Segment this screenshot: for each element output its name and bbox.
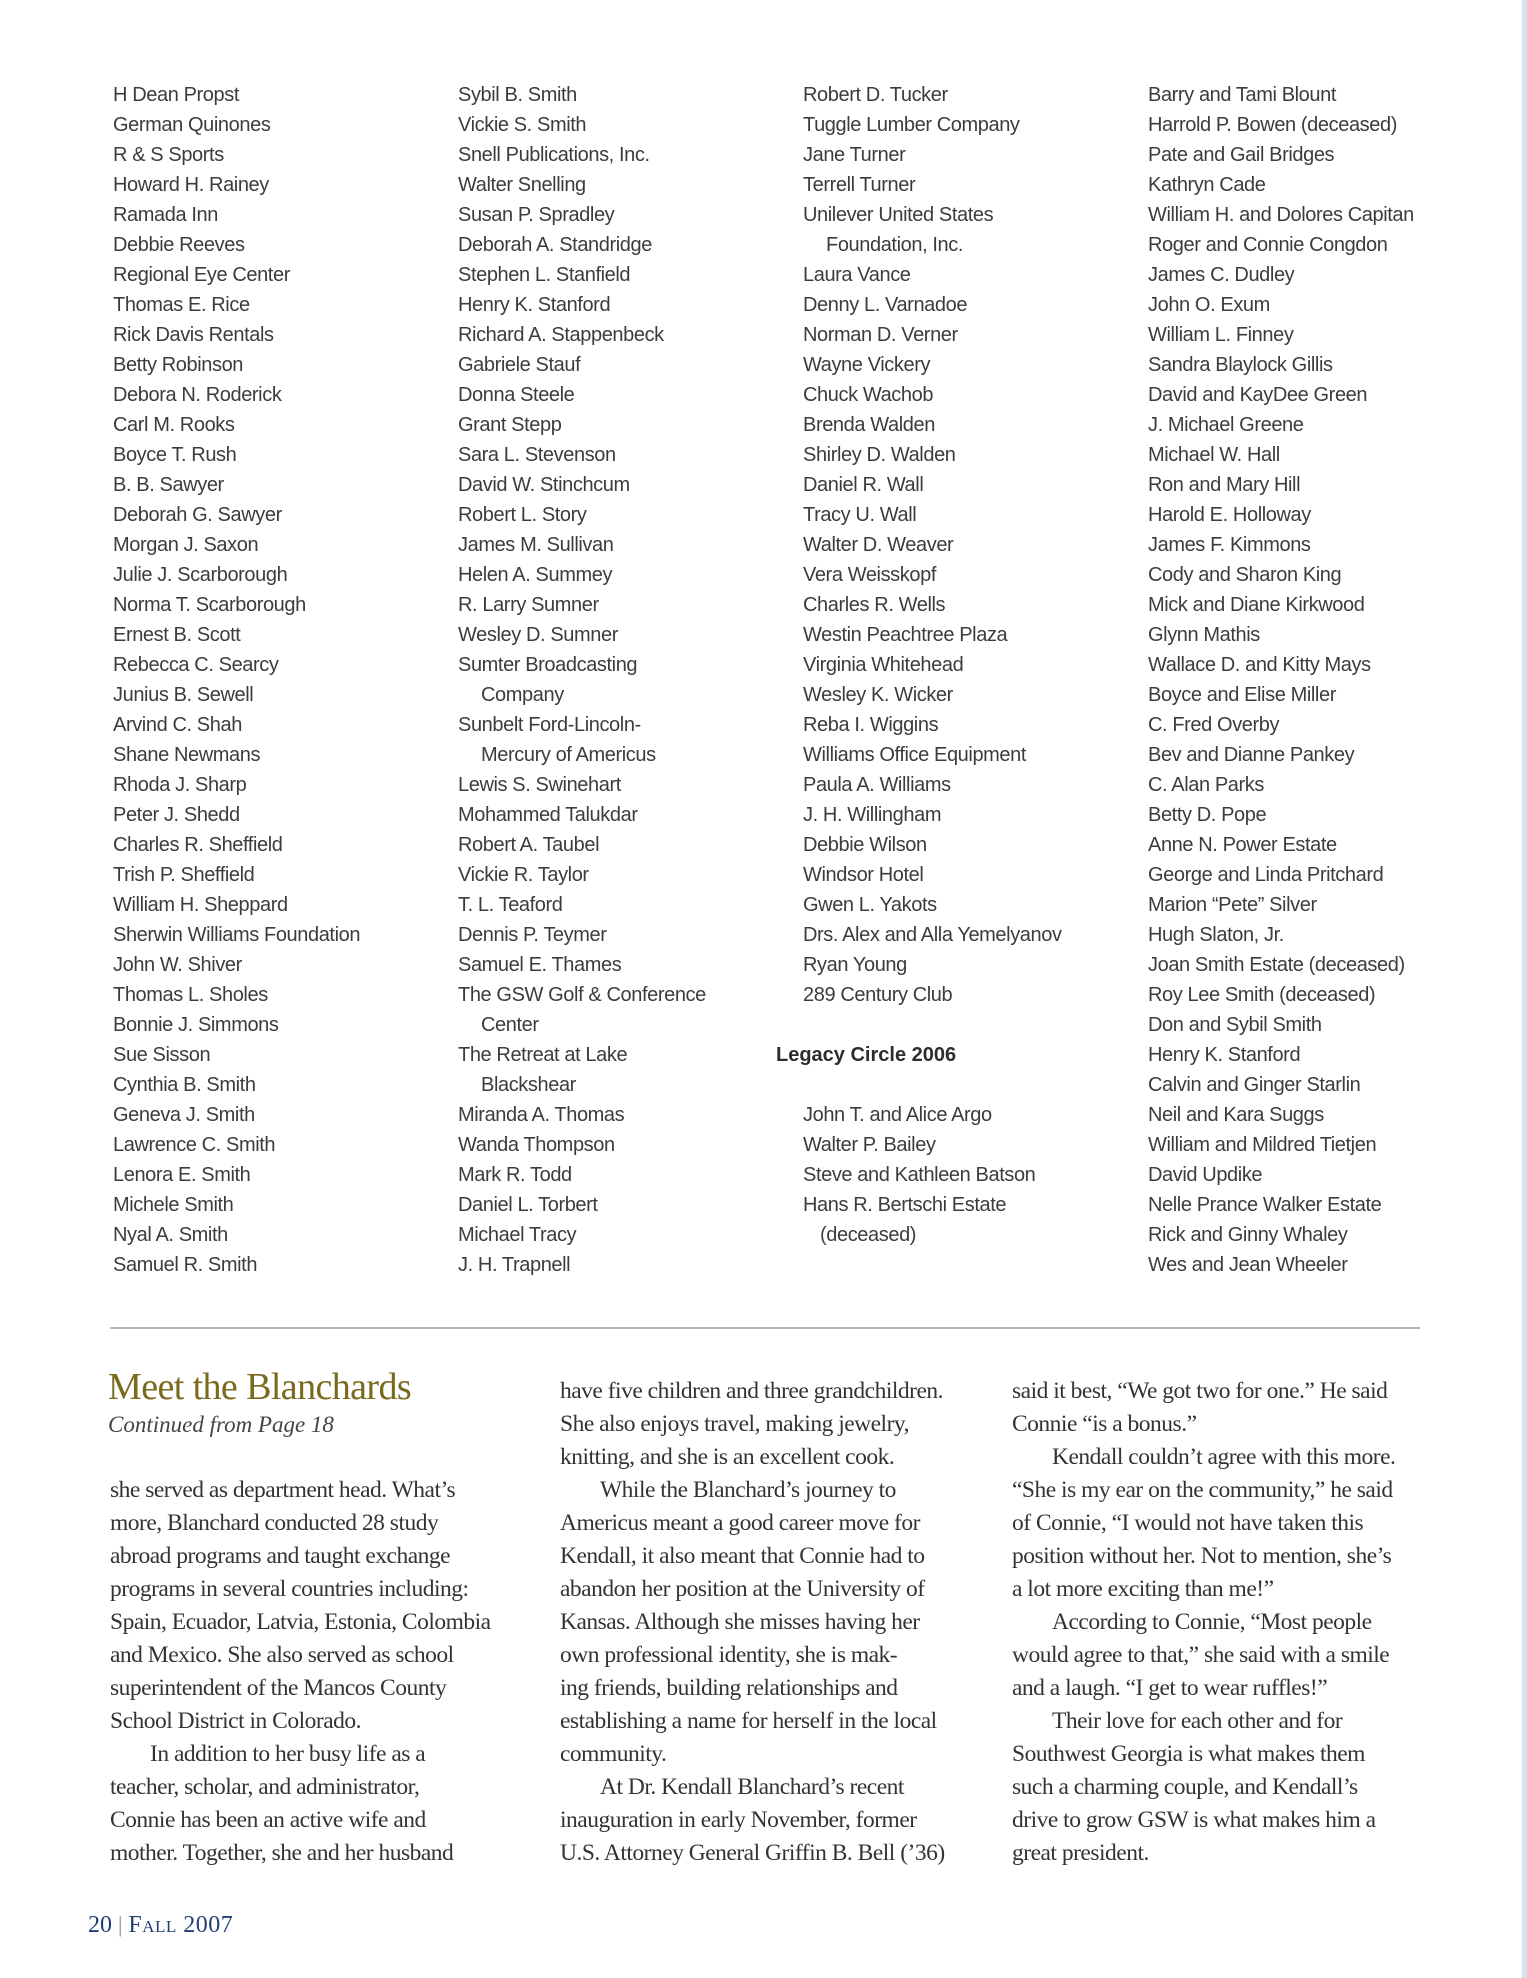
donor-name: J. H. Trapnell [458, 1254, 571, 1276]
donor-name: Anne N. Power Estate [1148, 834, 1337, 856]
article-line: a lot more exciting than me!” [1012, 1576, 1274, 1602]
donor-name: H Dean Propst [113, 84, 239, 106]
donor-name: The GSW Golf & Conference [458, 984, 706, 1006]
legacy-donor-name: Steve and Kathleen Batson [803, 1164, 1036, 1186]
donor-name: Daniel L. Torbert [458, 1194, 598, 1216]
donor-name: Blackshear [481, 1074, 576, 1096]
legacy-donor-name: (deceased) [820, 1224, 917, 1246]
donor-name: Norman D. Verner [803, 324, 958, 346]
donor-name: 289 Century Club [803, 984, 953, 1006]
donor-name: Brenda Walden [803, 414, 935, 436]
donor-name: Rebecca C. Searcy [113, 654, 279, 676]
donor-name: Jane Turner [803, 144, 906, 166]
donor-name: Shirley D. Walden [803, 444, 956, 466]
legacy-donor-name: Walter P. Bailey [803, 1134, 936, 1156]
donor-name: Ramada Inn [113, 204, 218, 226]
donor-name: Terrell Turner [803, 174, 916, 196]
donor-name: Bev and Dianne Pankey [1148, 744, 1355, 766]
article-line: establishing a name for herself in the local [560, 1708, 937, 1734]
article-line: abroad programs and taught exchange [110, 1543, 451, 1569]
article-line: Connie has been an active wife and [110, 1807, 426, 1833]
donor-name: Ernest B. Scott [113, 624, 241, 646]
donor-name: Donna Steele [458, 384, 575, 406]
article-line: Kendall, it also meant that Connie had to [560, 1543, 925, 1569]
section-divider [110, 1327, 1420, 1329]
donor-name: Susan P. Spradley [458, 204, 615, 226]
article-line: mother. Together, she and her husband [110, 1840, 454, 1866]
donor-name: Cody and Sharon King [1148, 564, 1342, 586]
donor-name: Deborah A. Standridge [458, 234, 652, 256]
donor-name: Cynthia B. Smith [113, 1074, 256, 1096]
donor-name: Samuel R. Smith [113, 1254, 258, 1276]
footer-separator: | [118, 1912, 123, 1937]
donor-name: Betty Robinson [113, 354, 244, 376]
article-line: In addition to her busy life as a [150, 1741, 426, 1767]
donor-name: R. Larry Sumner [458, 594, 599, 616]
article-line: position without her. Not to mention, she’s [1012, 1543, 1392, 1569]
donor-name: Sybil B. Smith [458, 84, 577, 106]
donor-name: Shane Newmans [113, 744, 261, 766]
donor-name: Thomas E. Rice [113, 294, 250, 316]
donor-name: Betty D. Pope [1148, 804, 1267, 826]
article-line: She also enjoys travel, making jewelry, [560, 1411, 910, 1437]
legacy-donor-name: John T. and Alice Argo [803, 1104, 992, 1126]
donor-name: Lenora E. Smith [113, 1164, 251, 1186]
donor-name: Arvind C. Shah [113, 714, 242, 736]
donor-name: Junius B. Sewell [113, 684, 254, 706]
donor-name: Deborah G. Sawyer [113, 504, 282, 526]
donor-name: William L. Finney [1148, 324, 1294, 346]
donor-name: Henry K. Stanford [458, 294, 611, 316]
donor-name: Chuck Wachob [803, 384, 934, 406]
donor-name: Mercury of Americus [481, 744, 656, 766]
article-column-1 [110, 1474, 540, 1870]
donor-name: Bonnie J. Simmons [113, 1014, 279, 1036]
donor-name: The Retreat at Lake [458, 1044, 628, 1066]
donor-name: Snell Publications, Inc. [458, 144, 650, 166]
donor-name: Henry K. Stanford [1148, 1044, 1301, 1066]
donor-name: Walter Snelling [458, 174, 586, 196]
donor-name: Charles R. Wells [803, 594, 946, 616]
donor-name: Wes and Jean Wheeler [1148, 1254, 1348, 1276]
article-line: said it best, “We got two for one.” He said [1012, 1378, 1388, 1404]
donor-name: Roger and Connie Congdon [1148, 234, 1388, 256]
donor-name: Sandra Blaylock Gillis [1148, 354, 1333, 376]
donor-name: Wesley K. Wicker [803, 684, 953, 706]
donor-name: Howard H. Rainey [113, 174, 269, 196]
article-line: U.S. Attorney General Griffin B. Bell (’36) [560, 1840, 945, 1866]
donor-name: Westin Peachtree Plaza [803, 624, 1008, 646]
article-line: great president. [1012, 1840, 1149, 1866]
donor-name: Lawrence C. Smith [113, 1134, 276, 1156]
donor-name: Trish P. Sheffield [113, 864, 255, 886]
donor-name: T. L. Teaford [458, 894, 563, 916]
donor-name: Hugh Slaton, Jr. [1148, 924, 1284, 946]
donor-name: Glynn Mathis [1148, 624, 1260, 646]
article-line: more, Blanchard conducted 28 study [110, 1510, 439, 1536]
article-line: According to Connie, “Most people [1052, 1609, 1372, 1635]
donor-name: Williams Office Equipment [803, 744, 1027, 766]
donor-name: Julie J. Scarborough [113, 564, 288, 586]
donor-name: Sumter Broadcasting [458, 654, 638, 676]
article-line: Southwest Georgia is what makes them [1012, 1741, 1365, 1767]
donor-name: Boyce and Elise Miller [1148, 684, 1336, 706]
donor-name: Helen A. Summey [458, 564, 613, 586]
donor-name: Geneva J. Smith [113, 1104, 255, 1126]
article-line: Connie “is a bonus.” [1012, 1411, 1197, 1437]
donor-name: Tracy U. Wall [803, 504, 917, 526]
article-line: abandon her position at the University of [560, 1576, 925, 1602]
list-spacer [803, 1070, 1133, 1100]
donor-name: Denny L. Varnadoe [803, 294, 968, 316]
donor-name: Foundation, Inc. [826, 234, 964, 256]
article-line: “She is my ear on the community,” he said [1012, 1477, 1393, 1503]
donor-name: B. B. Sawyer [113, 474, 224, 496]
list-spacer [803, 1010, 1133, 1040]
donor-name: C. Alan Parks [1148, 774, 1264, 796]
donor-name: Regional Eye Center [113, 264, 290, 286]
donor-name: Paula A. Williams [803, 774, 951, 796]
donor-name: Neil and Kara Suggs [1148, 1104, 1324, 1126]
donor-name: Wallace D. and Kitty Mays [1148, 654, 1371, 676]
article-line: she served as department head. What’s [110, 1477, 456, 1503]
donor-name: Walter D. Weaver [803, 534, 954, 556]
donor-name: Wayne Vickery [803, 354, 931, 376]
donor-name: Joan Smith Estate (deceased) [1148, 954, 1405, 976]
donor-name: Grant Stepp [458, 414, 562, 436]
donor-name: Ryan Young [803, 954, 907, 976]
page-edge-strip [1522, 0, 1527, 1978]
donor-name: R & S Sports [113, 144, 224, 166]
article-line: Spain, Ecuador, Latvia, Estonia, Colombia [110, 1609, 491, 1635]
donor-name: Boyce T. Rush [113, 444, 237, 466]
article-line: Kansas. Although she misses having her [560, 1609, 920, 1635]
article-column-2 [560, 1375, 990, 1870]
donor-name: Carl M. Rooks [113, 414, 235, 436]
donor-name: J. H. Willingham [803, 804, 942, 826]
donor-name: Marion “Pete” Silver [1148, 894, 1317, 916]
donor-name: Richard A. Stappenbeck [458, 324, 664, 346]
article-line: teacher, scholar, and administrator, [110, 1774, 420, 1800]
donor-list-column-3 [776, 80, 1133, 1250]
donor-name: Nyal A. Smith [113, 1224, 228, 1246]
donor-name: Robert A. Taubel [458, 834, 600, 856]
article-line: Americus meant a good career move for [560, 1510, 920, 1536]
donor-name: John W. Shiver [113, 954, 242, 976]
donor-name: Thomas L. Sholes [113, 984, 268, 1006]
donor-name: Debora N. Roderick [113, 384, 282, 406]
article-line: At Dr. Kendall Blanchard’s recent [600, 1774, 904, 1800]
donor-name: Rick and Ginny Whaley [1148, 1224, 1348, 1246]
article-line: inauguration in early November, former [560, 1807, 917, 1833]
article-line: would agree to that,” she said with a smile [1012, 1642, 1390, 1668]
article-title: Meet the Blanchards [108, 1366, 412, 1408]
donor-name: Ron and Mary Hill [1148, 474, 1301, 496]
donor-name: David W. Stinchcum [458, 474, 630, 496]
donor-name: Barry and Tami Blount [1148, 84, 1336, 106]
donor-name: Michele Smith [113, 1194, 234, 1216]
donor-name: Tuggle Lumber Company [803, 114, 1020, 136]
donor-name: Mark R. Todd [458, 1164, 572, 1186]
donor-name: Nelle Prance Walker Estate [1148, 1194, 1382, 1216]
article-line: While the Blanchard’s journey to [600, 1477, 896, 1503]
donor-name: Pate and Gail Bridges [1148, 144, 1335, 166]
article-line: of Connie, “I would not have taken this [1012, 1510, 1364, 1536]
donor-name: Calvin and Ginger Starlin [1148, 1074, 1361, 1096]
donor-name: James C. Dudley [1148, 264, 1295, 286]
donor-name: Debbie Wilson [803, 834, 927, 856]
donor-name: Wanda Thompson [458, 1134, 615, 1156]
donor-name: Vickie R. Taylor [458, 864, 589, 886]
article-line: such a charming couple, and Kendall’s [1012, 1774, 1358, 1800]
donor-name: William H. and Dolores Capitan [1148, 204, 1414, 226]
donor-name: Sue Sisson [113, 1044, 211, 1066]
article-line: superintendent of the Mancos County [110, 1675, 447, 1701]
donor-name: James M. Sullivan [458, 534, 614, 556]
donor-name: Gabriele Stauf [458, 354, 581, 376]
donor-name: Vera Weisskopf [803, 564, 936, 586]
donor-name: Drs. Alex and Alla Yemelyanov [803, 924, 1062, 946]
donor-name: Reba I. Wiggins [803, 714, 939, 736]
article-line: community. [560, 1741, 667, 1767]
donor-name: James F. Kimmons [1148, 534, 1311, 556]
donor-name: Sara L. Stevenson [458, 444, 616, 466]
donor-name: Harrold P. Bowen (deceased) [1148, 114, 1397, 136]
donor-name: Peter J. Shedd [113, 804, 240, 826]
donor-list-column-4 [1148, 80, 1478, 1280]
donor-name: Vickie S. Smith [458, 114, 587, 136]
donor-name: Rick Davis Rentals [113, 324, 274, 346]
donor-name: Michael W. Hall [1148, 444, 1280, 466]
donor-name: Rhoda J. Sharp [113, 774, 247, 796]
page-footer [88, 1912, 233, 1939]
article-continued-note: Continued from Page 18 [108, 1412, 334, 1437]
donor-name: Norma T. Scarborough [113, 594, 306, 616]
legacy-donor-name: Hans R. Bertschi Estate [803, 1194, 1007, 1216]
donor-name: Virginia Whitehead [803, 654, 964, 676]
donor-name: Lewis S. Swinehart [458, 774, 621, 796]
issue-label: Fall 2007 [128, 1912, 234, 1938]
donor-list-column-2 [458, 80, 788, 1280]
donor-name: Sherwin Williams Foundation [113, 924, 361, 946]
donor-name: George and Linda Pritchard [1148, 864, 1384, 886]
donor-name: Robert L. Story [458, 504, 587, 526]
donor-name: Windsor Hotel [803, 864, 924, 886]
donor-name: Laura Vance [803, 264, 911, 286]
section-heading-legacy-circle: Legacy Circle 2006 [776, 1044, 957, 1066]
article-line: drive to grow GSW is what makes him a [1012, 1807, 1376, 1833]
article-line: and a laugh. “I get to wear ruffles!” [1012, 1675, 1328, 1701]
article-line: Kendall couldn’t agree with this more. [1052, 1444, 1396, 1470]
donor-name: Kathryn Cade [1148, 174, 1266, 196]
article-line: ing friends, building relationships and [560, 1675, 898, 1701]
donor-name: John O. Exum [1148, 294, 1270, 316]
donor-name: William H. Sheppard [113, 894, 288, 916]
donor-name: Roy Lee Smith (deceased) [1148, 984, 1376, 1006]
donor-name: Mohammed Talukdar [458, 804, 638, 826]
donor-list-column-1 [113, 80, 443, 1280]
donor-name: Michael Tracy [458, 1224, 577, 1246]
donor-name: Company [481, 684, 564, 706]
donor-name: Mick and Diane Kirkwood [1148, 594, 1365, 616]
article-column-3 [1012, 1375, 1442, 1870]
article-line: School District in Colorado. [110, 1708, 362, 1734]
donor-name: Miranda A. Thomas [458, 1104, 625, 1126]
donor-name: Unilever United States [803, 204, 994, 226]
donor-name: C. Fred Overby [1148, 714, 1280, 736]
donor-name: Sunbelt Ford-Lincoln- [458, 714, 641, 736]
donor-name: Center [481, 1014, 539, 1036]
donor-name: Wesley D. Sumner [458, 624, 618, 646]
donor-name: David Updike [1148, 1164, 1263, 1186]
page-number: 20 [88, 1912, 112, 1938]
donor-name: Daniel R. Wall [803, 474, 924, 496]
donor-name: Charles R. Sheffield [113, 834, 283, 856]
donor-name: Dennis P. Teymer [458, 924, 607, 946]
donor-name: Morgan J. Saxon [113, 534, 259, 556]
donor-name: William and Mildred Tietjen [1148, 1134, 1377, 1156]
article-line: own professional identity, she is mak- [560, 1642, 898, 1668]
article-line: have five children and three grandchildren. [560, 1378, 944, 1404]
donor-name: Samuel E. Thames [458, 954, 622, 976]
article-line: knitting, and she is an excellent cook. [560, 1444, 895, 1470]
donor-name: Harold E. Holloway [1148, 504, 1311, 526]
donor-name: Stephen L. Stanfield [458, 264, 631, 286]
donor-name: J. Michael Greene [1148, 414, 1304, 436]
donor-name: Gwen L. Yakots [803, 894, 937, 916]
donor-name: Debbie Reeves [113, 234, 245, 256]
donor-name: German Quinones [113, 114, 271, 136]
article-line: Their love for each other and for [1052, 1708, 1343, 1734]
donor-name: Robert D. Tucker [803, 84, 948, 106]
donor-name: Don and Sybil Smith [1148, 1014, 1322, 1036]
article-line: programs in several countries including: [110, 1576, 469, 1602]
donor-name: David and KayDee Green [1148, 384, 1368, 406]
article-line: and Mexico. She also served as school [110, 1642, 454, 1668]
